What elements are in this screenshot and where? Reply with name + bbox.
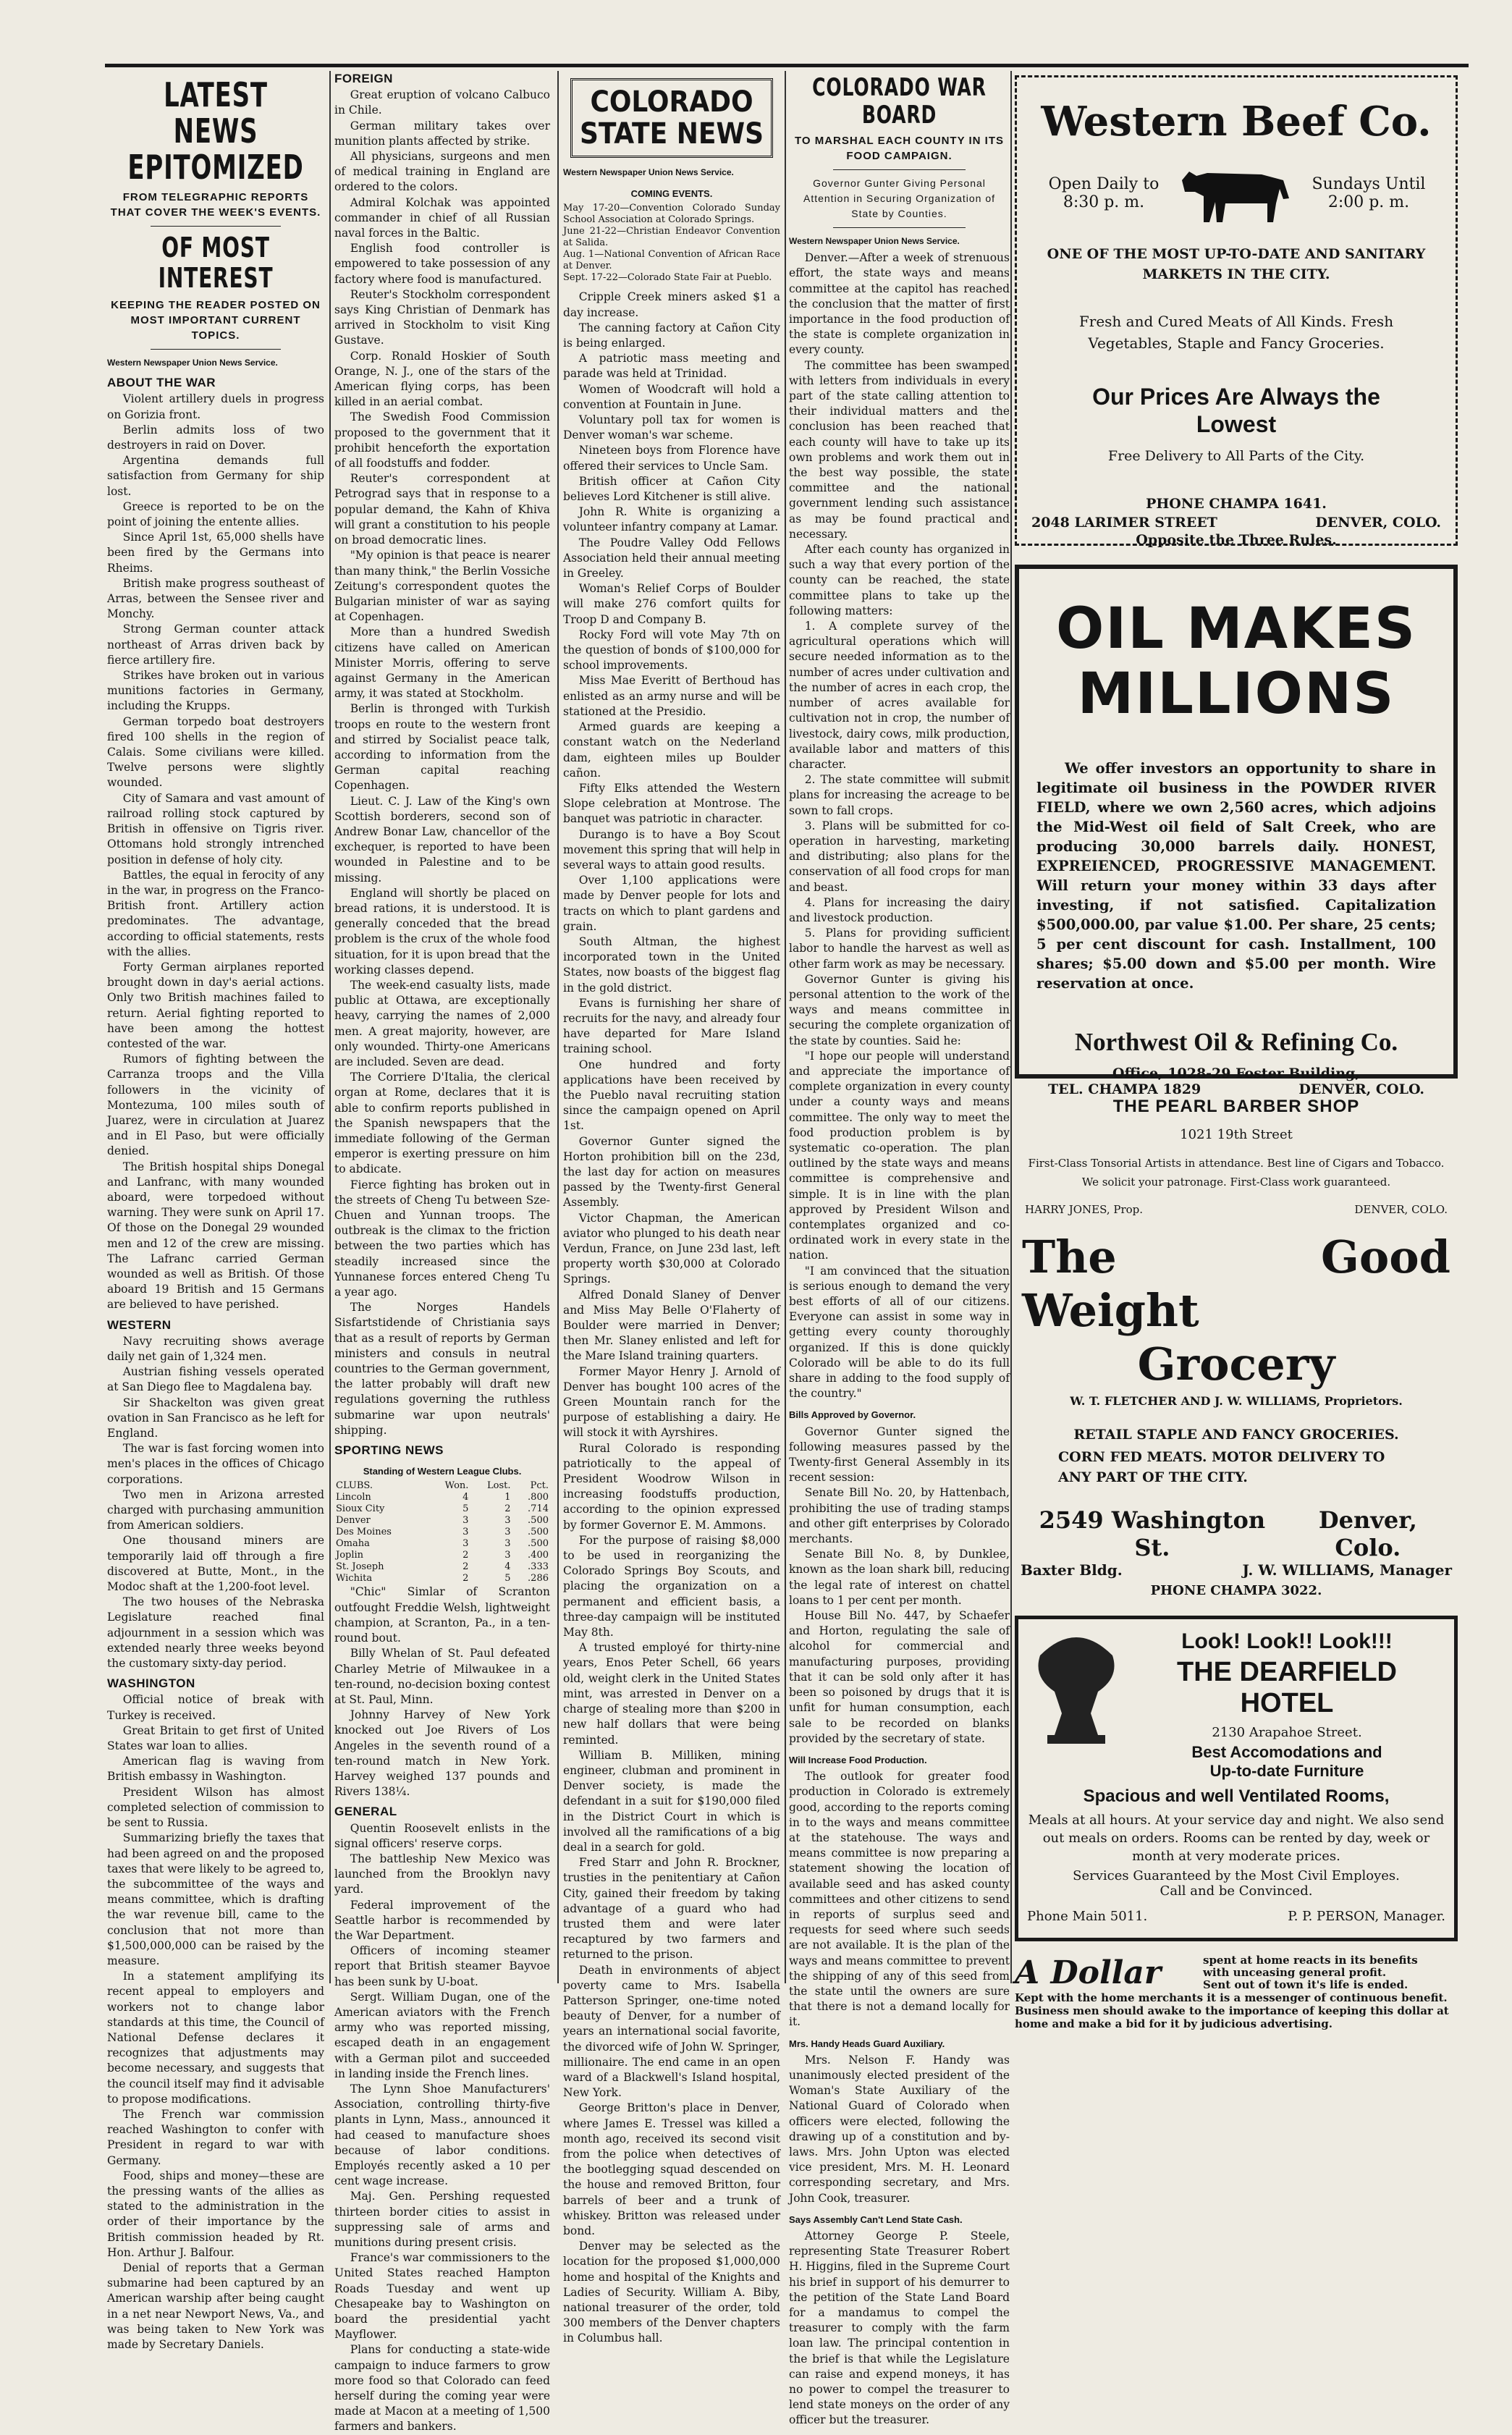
dollar-line: spent at home reacts in its benefits	[1203, 1954, 1418, 1967]
paragraph: Lieut. C. J. Law of the King's own Scottish borderers, second son of Andrew Bonar Law, chancellor of the exchequer, is reported to have been wounded in Palestine and to be missing.	[334, 794, 550, 885]
paragraph: Aug. 1—National Convention of African Race at Denver.	[563, 249, 780, 272]
beef-prices: Our Prices Are Always the Lowest	[1092, 384, 1380, 437]
paragraph: The battleship New Mexico was launched from the Brooklyn navy yard.	[334, 1852, 550, 1896]
cow-icon	[1175, 159, 1298, 228]
table-cell: 5	[504, 1573, 511, 1584]
paragraph: Plans for conducting a state-wide campaign to induce farmers to grow more food so that Colorado can feed herself during the coming year were made at Macon at a meeting of 1,500 farmers and bankers.	[334, 2343, 550, 2434]
beef-opposite: Opposite the Three Rules.	[1136, 532, 1337, 548]
ad-western-beef	[1015, 75, 1458, 546]
paragraph: The Poudre Valley Odd Fellows Association held their annual meeting in Greeley.	[563, 536, 780, 581]
table-row	[334, 1538, 550, 1550]
dollar-body: Kept with the home merchants it is a messenger of continuous benefit. Business men should awake to the importance of keeping this dollar at home and make a bid for it by judicious advertising.	[1015, 1991, 1449, 2030]
subhead: KEEPING THE READER POSTED ON MOST IMPORTANT CURRENT TOPICS.	[111, 299, 321, 342]
table-cell: Lincoln	[336, 1492, 371, 1503]
beef-address: 2048 LARIMER STREET	[1031, 515, 1217, 531]
paragraph: Official notice of break with Turkey is received.	[107, 1693, 324, 1722]
section-general: GENERAL	[334, 1805, 397, 1819]
grocery-address: 2549 Washington St.	[1039, 1506, 1266, 1561]
paragraph: A trusted employé for thirty-nine years, Enos Peter Schell, 66 years old, weight clerk in the United States mint, was arrested in Denver on a charge of stealing more than $200 in new half dollars that were being reminted.	[563, 1641, 780, 1747]
standing-title: Standing of Western League Clubs.	[363, 1466, 522, 1477]
paragraph: William B. Milliken, mining engineer, clubman and prominent in Denver society, is made the defendant in a suit for $190,000 filed in the District Court in which is involved all the ramifications of a big deal in a search for gold.	[563, 1748, 780, 1854]
beef-sunday-hours: Sundays Until 2:00 p. m.	[1312, 175, 1426, 211]
paragraph: Corp. Ronald Hoskier of South Orange, N. J., one of the stars of the American flying corps, has been killed in an aerial combat.	[334, 349, 550, 409]
beef-phone: PHONE CHAMPA 1641.	[1146, 496, 1327, 512]
grocery-manager: J. W. WILLIAMS, Manager	[1242, 1561, 1452, 1579]
table-row	[334, 1527, 550, 1538]
paragraph: Governor Gunter is giving his personal attention to the work of the ways and means committee in securing the complete organization of the state by counties. Said he:	[789, 972, 1010, 1047]
subhead: Governor Gunter Giving Personal Attention in Securing Organization of State by Counties.	[803, 177, 996, 219]
table-cell: 5	[463, 1503, 469, 1515]
table-row	[334, 1492, 550, 1503]
paragraph: One hundred and forty applications have been received by the Pueblo naval recruiting station since the campaign opened on April 1st.	[563, 1058, 780, 1133]
paragraph: The French war commission reached Washington to confer with President in regard to war with Germany.	[107, 2107, 324, 2167]
table-row	[334, 1515, 550, 1527]
paragraph: German military takes over munition plants affected by strike.	[334, 119, 550, 148]
paragraph: Summarizing briefly the taxes that had been agreed on and the proposed taxes that were likely to be agreed to, the subcommittee of the ways and means committee, which is drafting the war revenue bill, came to the conclusion that not more than $1,500,000,000 can be raised by the measure.	[107, 1831, 324, 1967]
paragraph: Reuter's correspondent at Petrograd says that in response to a popular demand, the Kahn of Khiva will grant a constitution to his people on broad democratic lines.	[334, 472, 550, 547]
paragraph: The outlook for greater food production in Colorado is extremely good, according to the reports coming in to the ways and means committee at the statehouse. The ways and means committee is now preparing a statement showing the location of available seed and has asked county committees and other citizens to send in reports of surplus seed and requests for seed where such seeds are not available. It is the plan of the ways and means committee to prevent the shipping of any of this seed from the state until the owners are sure that there is not a demand locally for it.	[789, 1770, 1010, 2029]
oil-body: We offer investors an opportunity to share in legitimate oil business in the POWDER RIVER FIELD, where we own 2,560 acres, which adjoins the Mid-West oil field of Salt Creek, who are producing 30,000 barrels daily. HONEST, EXPREIENCED, PROGRESSIVE MANAGEMENT. Will return your money within 33 days after investing, if not satisfied. Capitalization $500,000.00, par value $1.00. Per share, 25 cents; 5 per cent discount for cash. Installment, 100 shares; $5.00 down and $5.00 per month. Wire reservation at once.	[1036, 760, 1436, 992]
news-service: Western Newspaper Union News Service.	[789, 236, 960, 246]
table-cell: 2	[463, 1573, 469, 1584]
table-cell: 2	[504, 1503, 511, 1515]
section-washington: WASHINGTON	[107, 1676, 195, 1691]
paragraph: Victor Chapman, the American aviator who plunged to his death near Verdun, France, on June 23d last, left property worth $30,000 at Colorado Springs.	[563, 1211, 780, 1286]
table-cell: .800	[528, 1492, 549, 1503]
paragraph: Federal improvement of the Seattle harbor is recommended by the War Department.	[334, 1898, 550, 1942]
hotel-services: Services Guaranteed by the Most Civil Employes.	[1073, 1868, 1400, 1883]
paragraph: Armed guards are keeping a constant watch on the Nederland dam, eighteen miles up Boulder cañon.	[563, 720, 780, 780]
column-war-board	[789, 71, 1010, 2427]
headline-war-board: COLORADO WAR BOARD	[812, 73, 987, 130]
beef-tagline: ONE OF THE MOST UP-TO-DATE AND SANITARY MARKETS IN THE CITY.	[1047, 246, 1426, 282]
grocery-proprietors: W. T. FLETCHER AND J. W. WILLIAMS, Proprietors.	[1070, 1394, 1403, 1408]
table-cell: .500	[528, 1527, 549, 1538]
paragraph: John R. White is organizing a volunteer infantry company at Lamar.	[563, 505, 780, 534]
paragraph: Senate Bill No. 8, by Dunklee, known as the loan shark bill, reducing the legal rate of interest on chattel loans to 1 per cent per month.	[789, 1548, 1010, 1607]
paragraph: Fred Starr and John R. Brockner, trusties in the penitentiary at Cañon City, gained their freedom by taking advantage of a guard who had trusted them and were later recaptured by two farmers and returned to the prison.	[563, 1856, 780, 1962]
table-cell: .333	[528, 1561, 549, 1573]
col-header: CLUBS.	[336, 1480, 373, 1492]
paragraph: The week-end casualty lists, made public at Ottawa, are exceptionally heavy, carrying the names of 2,000 men. A great majority, however, are only wounded. Thirty-one Americans are included. Seven are dead.	[334, 978, 550, 1068]
paragraph: Admiral Kolchak was appointed commander in chief of all Russian naval forces in the Baltic.	[334, 195, 550, 240]
column-rule	[1010, 71, 1012, 1983]
paragraph: 3. Plans will be submitted for co-operation in harvesting, marketing and distributing; also plans for the conservation of all food crops for man and beast.	[789, 819, 1010, 894]
paragraph: Evans is furnishing her share of recruits for the navy, and already four have departed for Mare Island training school.	[563, 996, 780, 1056]
paragraph: Denial of reports that a German submarine had been captured by an American warship after being caught in a net near Newport News, Va., and was being taken to New York was made by Secretary Daniels.	[107, 2261, 324, 2351]
dollar-line: with unceasing general profit.	[1203, 1966, 1387, 1979]
table-row	[334, 1503, 550, 1515]
paragraph: Billy Whelan of St. Paul defeated Charley Metrie of Milwaukee in a ten-round, no-decision boxing contest at St. Paul, Minn.	[334, 1647, 550, 1706]
column-colorado-state-news	[563, 71, 780, 2345]
paragraph: Greece is reported to be on the point of joining the entente allies.	[107, 499, 324, 529]
paragraph: Sir Shackelton was given great ovation in San Francisco as he left for England.	[107, 1396, 324, 1440]
beef-hours: Open Daily to 8:30 p. m.	[1048, 175, 1160, 211]
paragraph: The committee has been swamped with letters from individuals in every part of the state calling attention to their individual matters and the conclusion has been reached that each county will have to take up its own problems and work them out in the best way possible, the state committee and the national government lending such assistance as may be found practical and necessary.	[789, 358, 1010, 541]
paragraph: Durango is to have a Boy Scout movement this spring that will help in several ways to attain good results.	[563, 827, 780, 872]
paragraph: German torpedo boat destroyers fired 100 shells in the region of Calais. Some civilians were killed. Twelve persons were slightly wounded.	[107, 714, 324, 790]
paragraph: Two men in Arizona arrested charged with purchasing ammunition from American soldiers.	[107, 1487, 324, 1532]
paragraph: Berlin admits loss of two destroyers in raid on Dover.	[107, 423, 324, 452]
dollar-line: Sent out of town it's life is ended.	[1203, 1978, 1408, 1991]
table-cell: .500	[528, 1515, 549, 1527]
table-cell: Sioux City	[336, 1503, 385, 1515]
oil-headline: MILLIONS	[1077, 662, 1395, 727]
table-cell: Omaha	[336, 1538, 370, 1550]
table-row	[334, 1561, 550, 1573]
paragraph: Violent artillery duels in progress on Gorizia front.	[107, 392, 324, 421]
paragraph: American flag is waving from British embassy in Washington.	[107, 1755, 324, 1784]
paragraph: Battles, the equal in ferocity of any in the war, in progress on the Franco-British front. Artillery action predominates. The advantage, according to official statements, rests with the allies.	[107, 868, 324, 958]
oil-company: Northwest Oil & Refining Co.	[1074, 1028, 1398, 1056]
paragraph: Strikes have broken out in various munitions factories in Germany, including the Krupps.	[107, 669, 324, 713]
section-war: ABOUT THE WAR	[107, 376, 216, 390]
league-standings-table	[334, 1480, 550, 1584]
paragraph: All physicians, surgeons and men of medical training in England are ordered to the colors.	[334, 150, 550, 194]
oil-tel: TEL. CHAMPA 1829	[1048, 1081, 1201, 1097]
divider	[151, 349, 281, 350]
oil-office: Office, 1028-29 Foster Building,	[1112, 1065, 1360, 1081]
column-foreign	[334, 71, 550, 2434]
paragraph: Johnny Harvey of New York knocked out Joe Rivers of Los Angeles in the seventh round of a ten-round match in New York. Harvey weighed 137 pounds and Rivers 138¼.	[334, 1708, 550, 1799]
paragraph: Rural Colorado is responding patriotically to the appeal of President Woodrow Wilson in increasing foodstuffs production, according to the opinion expressed by former Governor E. M. Ammons.	[563, 1441, 780, 1532]
paragraph: Women of Woodcraft will hold a convention at Fountain in June.	[563, 382, 780, 411]
paragraph: Great Britain to get first of United States war loan to allies.	[107, 1723, 324, 1753]
paragraph: The canning factory at Cañon City is being enlarged.	[563, 321, 780, 350]
paragraph: England will shortly be placed on bread rations, it is understood. It is generally conceded that the bread problem is the crux of the whole food situation, for it is upon bread that the working classes depend.	[334, 886, 550, 976]
paragraph: June 21-22—Christian Endeavor Convention at Salida.	[563, 226, 780, 249]
paragraph: Governor Gunter signed the Horton prohibition bill on the 23d, the last day for action on measures passed by the Twenty-first General Assembly.	[563, 1134, 780, 1210]
paragraph: Argentina demands full satisfaction from Germany for ship lost.	[107, 454, 324, 498]
paragraph: Rumors of fighting between the Carranza troops and the Villa followers in the vicinity of Montezuma, 100 miles south of Juarez, were in circulation at Juarez and in El Paso, but were officially denied.	[107, 1052, 324, 1158]
column-latest-news	[107, 71, 324, 2351]
paragraph: The Lynn Shoe Manufacturers' Association, controlling thirty-five plants in Lynn, Mass., announced it had ceased to manufacture shoes because of labor conditions. Employés recently asked a 10 per cent wage increase.	[334, 2082, 550, 2188]
urn-icon	[1026, 1626, 1127, 1752]
hotel-call: Call and be Convinced.	[1160, 1883, 1313, 1899]
news-service: Western Newspaper Union News Service.	[563, 167, 734, 177]
grocery-building: Baxter Bldg.	[1021, 1561, 1123, 1579]
paragraph: "I am convinced that the situation is serious enough to demand the very best efforts of all of our citizens. Everyone can assist in some way in getting every county thoroughly organized. If this is done quickly Colorado will be able to do its full share in adding to the food supply of the country."	[789, 1264, 1010, 1401]
divider	[833, 169, 966, 170]
table-cell: 4	[463, 1492, 469, 1503]
subhead-cash: Says Assembly Can't Lend State Cash.	[789, 2214, 963, 2225]
col-header: Pct.	[530, 1480, 549, 1492]
table-cell: 3	[504, 1515, 511, 1527]
hotel-body: Meals at all hours. At your service day and night. We also send out meals on orders. Rooms can be rented by day, week or month at very moderate prices.	[1028, 1812, 1445, 1864]
paragraph: "Chic" Simlar of Scranton outfought Freddie Welsh, lightweight champion, at Scranton, Pa., in a ten-round bout.	[334, 1585, 550, 1645]
coming-events-head: COMING EVENTS.	[630, 188, 713, 200]
subhead-auxiliary: Mrs. Handy Heads Guard Auxiliary.	[789, 2038, 945, 2049]
paragraph: Nineteen boys from Florence have offered their services to Uncle Sam.	[563, 444, 780, 473]
barber-proprietor: HARRY JONES, Prop.	[1025, 1203, 1144, 1216]
table-cell: 3	[463, 1527, 469, 1538]
table-cell: St. Joseph	[336, 1561, 384, 1573]
news-service: Western Newspaper Union News Service.	[107, 358, 278, 368]
paragraph: Sergt. William Dugan, one of the American aviators with the French army who was reported missing, escaped death in an engagement with a German pilot and succeeded in landing inside the French lines.	[334, 1990, 550, 2080]
paragraph: Strong German counter attack northeast of Arras driven back by fierce artillery fire.	[107, 623, 324, 667]
paragraph: Officers of incoming steamer report that British steamer Bayvoe has been sunk by U-boat.	[334, 1944, 550, 1988]
paragraph: More than a hundred Swedish citizens have called on American Minister Morris, offering to serve against Germany in the American army, it was stated at Stockholm.	[334, 625, 550, 701]
paragraph: The Norges Handels Sisfartstidende of Christiania says that as a result of reports by German ministers and consuls in neutral countries to the German government, the latter probably will draft new regulations governing the ruthless submarine war upon neutrals' shipping.	[334, 1301, 550, 1437]
paragraph: A patriotic mass meeting and parade was held at Trinidad.	[563, 352, 780, 381]
paragraph: City of Samara and vast amount of railroad rolling stock captured by British in offensive on Tigris river. Ottomans hold strongly intrenched position in defense of holy city.	[107, 791, 324, 866]
table-cell: .714	[528, 1503, 549, 1515]
ad-dearfield-hotel	[1015, 1616, 1458, 1941]
paragraph: Maj. Gen. Pershing requested thirteen border cities to assist in suppressing sale of arms and munitions during present crisis.	[334, 2190, 550, 2250]
paragraph: Sept. 17-22—Colorado State Fair at Pueblo.	[563, 272, 772, 284]
divider	[833, 227, 966, 228]
paragraph: Fifty Elks attended the Western Slope celebration at Montrose. The banquet was patriotic in character.	[563, 781, 780, 826]
paragraph: Cripple Creek miners asked $1 a day increase.	[563, 290, 780, 319]
paragraph: House Bill No. 447, by Schaefer and Horton, regulating the sale of alcohol for commercial and manufacturing purposes, providing that it can be sold only after it has been so poisoned by drugs that it is unfit for human consumption, each sale to be recorded on blanks provided by the secretary of state.	[789, 1609, 1010, 1745]
paragraph: Reuter's Stockholm correspondent says King Christian of Denmark has arrived in Stockholm to visit King Gustave.	[334, 287, 550, 347]
paragraph: In a statement amplifying its recent appeal to employers and workers not to change labor standards at this time, the Council of National Defense declares it recognizes that adjustments may become necessary, and suggests that the council itself may find it advisable to propose modifications.	[107, 1970, 324, 2106]
paragraph: 4. Plans for increasing the dairy and livestock production.	[789, 895, 1010, 924]
barber-description: First-Class Tonsorial Artists in attendance. Best line of Cigars and Tobacco. We solicit your patronage. First-Class work guaranteed.	[1028, 1157, 1445, 1189]
paragraph: Austrian fishing vessels operated at San Diego flee to Magdalena bay.	[107, 1365, 324, 1394]
paragraph: After each county has organized in such a way that every portion of the county can be reached, the state committee plans to take up the following matters:	[789, 543, 1010, 617]
subhead-bills: Bills Approved by Governor.	[789, 1409, 916, 1421]
table-cell: .500	[528, 1538, 549, 1550]
table-cell: .400	[528, 1550, 549, 1561]
table-cell: Denver	[336, 1515, 371, 1527]
hotel-address: 2130 Arapahoe Street.	[1212, 1725, 1362, 1740]
headline-most-interest: OF MOST INTEREST	[158, 232, 274, 294]
paragraph: Berlin is thronged with Turkish troops en route to the western front and stirred by Socialist peace talk, according to information from the German capital reaching Copenhagen.	[334, 702, 550, 793]
hotel-manager: P. P. PERSON, Manager.	[1288, 1909, 1445, 1924]
barber-address: 1021 19th Street	[1180, 1127, 1293, 1142]
paragraph: The British hospital ships Donegal and Lanfranc, with many wounded aboard, were torpedoed without warning. They were sunk on April 17. Of those on the Donegal 29 wounded men and 12 of the crew are missing. The Lafranc carried German wounded as well as British. Of those aboard 19 British and 15 Germans are believed to have perished.	[107, 1160, 324, 1312]
colorado-state-news-box	[570, 78, 773, 158]
paragraph: The two houses of the Nebraska Legislature reached final adjournment in a session which was extended nearly three weeks beyond the customary sixty-day period.	[107, 1595, 324, 1671]
paragraph: May 17-20—Convention Colorado Sunday School Association at Colorado Springs.	[563, 203, 780, 226]
table-cell: Des Moines	[336, 1527, 392, 1538]
paragraph: Death in environments of abject poverty came to Mrs. Isabella Patterson Springer, one-time noted beauty of Denver, for a number of years an international social favorite, the divorced wife of John W. Springer, millionaire. The end came in an open ward of a Blackwell's Island hospital, New York.	[563, 1963, 780, 2100]
table-cell: 3	[504, 1550, 511, 1561]
table-cell: 2	[463, 1561, 469, 1573]
col-header: Won.	[444, 1480, 469, 1492]
hotel-phone: Phone Main 5011.	[1027, 1909, 1148, 1924]
paragraph: "My opinion is that peace is nearer than many think," the Berlin Vossiche Zeitung's correspondent quotes the Bulgarian minister of war as saying at Copenhagen.	[334, 549, 550, 624]
table-cell: 3	[504, 1538, 511, 1550]
headline-latest-news: LATEST NEWS EPITOMIZED	[127, 75, 304, 187]
paragraph: Denver may be selected as the location for the proposed $1,000,000 home and hospital of the Knights and Ladies of Security. William A. Biby, national treasurer of the order, told 300 members of the Denver chapters in Columbus hall.	[563, 2240, 780, 2345]
section-sporting: SPORTING NEWS	[334, 1443, 444, 1458]
paragraph: Governor Gunter signed the following measures passed by the Twenty-first General Assembly in its recent session:	[789, 1425, 1010, 1485]
section-western: WESTERN	[107, 1317, 172, 1332]
paragraph: Alfred Donald Slaney of Denver and Miss May Belle O'Flaherty of Boulder were married in Denver; then Mr. Slaney enlisted and left for the Mare Island training quarters.	[563, 1288, 780, 1363]
divider	[151, 226, 281, 227]
subhead: FROM TELEGRAPHIC REPORTS THAT COVER THE WEEK'S EVENTS.	[110, 191, 321, 219]
paragraph: Mrs. Nelson F. Handy was unanimously elected president of the Woman's State Auxiliary of the National Guard of Colorado when officers were elected, following the drawing up of a constitution and by-laws. Mrs. John Upton was elected vice president, Mrs. M. H. Leonard corresponding secretary, and Mrs. John Cook, treasurer.	[789, 2053, 1010, 2205]
paragraph: British officer at Cañon City believes Lord Kitchener is still alive.	[563, 474, 780, 504]
beef-city: DENVER, COLO.	[1315, 515, 1441, 531]
column-rule	[329, 71, 331, 1983]
section-foreign: FOREIGN	[334, 72, 393, 85]
paragraph: For the purpose of raising $8,000 to be used in reorganizing the Colorado Springs Boy Scouts, and placing the organization on a permanent and efficient basis, a three-day campaign will be instituted May 8th.	[563, 1533, 780, 1639]
ad-oil-makes-millions	[1015, 565, 1458, 1097]
paragraph: Quentin Roosevelt enlists in the signal officers' reserve corps.	[334, 1821, 550, 1850]
paragraph: The war is fast forcing women into men's places in the offices of Chicago corporations.	[107, 1442, 324, 1486]
paragraph: Woman's Relief Corps of Boulder will make 276 comfort quilts for Troop D and Company B.	[563, 582, 780, 626]
table-cell: Joplin	[336, 1550, 364, 1561]
grocery-title: The Good Weight	[1022, 1231, 1450, 1337]
paragraph: France's war commissioners to the United States reached Hampton Roads Tuesday and went up Chesapeake bay to Washington on board the presidential yacht Mayflower.	[334, 2251, 550, 2342]
paragraph: One thousand miners are temporarily laid off through a fire discovered at Butte, Mont., in the Modoc shaft at the 1,200-foot level.	[107, 1534, 324, 1594]
paragraph: Forty German airplanes reported brought down in day's aerial actions. Only two British machines failed to return. Aerial fighting reported to have been among the hottest contested of the war.	[107, 960, 324, 1050]
box-title: COLORADO	[590, 85, 753, 119]
table-cell: Wichita	[336, 1573, 373, 1584]
paragraph: Attorney George P. Steele, representing State Treasurer Robert H. Higgins, filed in the Supreme Court his brief in support of his demurrer to the petition of the State Land Board for a mandamus to compel the treasurer to comply with the farm loan law. The principal contention in the brief is that while the Legislature can raise and expend moneys, it has no power to compel the treasurer to lend state moneys on the order of any officer but the treasurer.	[789, 2229, 1010, 2427]
paragraph: President Wilson has almost completed selection of commission to be sent to Russia.	[107, 1785, 324, 1830]
hotel-line: Up-to-date Furniture	[1209, 1762, 1364, 1780]
top-rule	[105, 64, 1469, 67]
grocery-line: RETAIL STAPLE AND FANCY GROCERIES.	[1073, 1427, 1399, 1443]
paragraph: The Corriere D'Italia, the clerical organ at Rome, declares that it is able to confirm reports published in the Spanish newspapers that the immediate following of the German emperor is exerting pressure on him to abdicate.	[334, 1071, 550, 1176]
beef-title: Western Beef Co.	[1041, 98, 1432, 145]
paragraph: Voluntary poll tax for women is Denver woman's war scheme.	[563, 413, 780, 442]
dollar-headline: A Dollar	[1015, 1954, 1162, 1991]
ad-pearl-barber-shop	[1015, 1089, 1458, 1227]
paragraph: Former Mayor Henry J. Arnold of Denver has bought 100 acres of the Green Mountain ranch for the purpose of establishing a dairy. He will stock it with Ayrshires.	[563, 1364, 780, 1440]
ad-good-weight-grocery	[1015, 1231, 1458, 1614]
barber-city: DENVER, COLO.	[1354, 1203, 1448, 1216]
table-cell: 2	[463, 1550, 469, 1561]
table-cell: .286	[528, 1573, 549, 1584]
beef-delivery: Free Delivery to All Parts of the City.	[1107, 448, 1365, 464]
paragraph: Great eruption of volcano Calbuco in Chile.	[334, 88, 550, 117]
grocery-phone: PHONE CHAMPA 3022.	[1150, 1583, 1322, 1598]
table-cell: 1	[504, 1492, 511, 1503]
column-rule	[557, 71, 559, 1983]
hotel-rooms: Spacious and well Ventilated Rooms,	[1083, 1786, 1390, 1806]
paragraph: British make progress southeast of Arras, between the Sensee river and Monchy.	[107, 576, 324, 621]
beef-products: Fresh and Cured Meats of All Kinds. Fresh Vegetables, Staple and Fancy Groceries.	[1078, 313, 1394, 352]
table-cell: 3	[504, 1527, 511, 1538]
table-row	[334, 1550, 550, 1561]
col-header: Lost.	[487, 1480, 511, 1492]
paragraph: Miss Mae Everitt of Berthoud has enlisted as an army nurse and will be stationed at the Presidio.	[563, 674, 780, 718]
hotel-name: THE DEARFIELD HOTEL	[1177, 1657, 1397, 1718]
paragraph: Rocky Ford will vote May 7th on the question of bonds of $100,000 for school improvements.	[563, 628, 780, 672]
paragraph: 1. A complete survey of the agricultural operations which will secure needed information as to the number of acres under cultivation and the number of acres in each crop, the number of acres available for cultivation not in crop, the number of livestock, dairy cows, milk production, available labor and matters of this character.	[789, 620, 1010, 771]
grocery-line: CORN FED MEATS. MOTOR DELIVERY TO ANY PART OF THE CITY.	[1058, 1449, 1385, 1485]
ad-a-dollar	[1015, 1954, 1458, 2030]
paragraph: English food controller is empowered to take possession of any factory where food is manufactured.	[334, 242, 550, 286]
paragraph: Food, ships and money—these are the pressing wants of the allies as stated to the administration in the order of their importance by the British commission headed by Rt. Hon. Arthur J. Balfour.	[107, 2169, 324, 2259]
hotel-look: Look! Look!! Look!!!	[1181, 1629, 1393, 1653]
grocery-title: Grocery	[1137, 1338, 1335, 1390]
hotel-line: Best Accomodations and	[1191, 1743, 1382, 1761]
paragraph: Fierce fighting has broken out in the streets of Cheng Tu between Sze-Chuen and Yunnan troops. The outbreak is the climax to the friction between the two parties which has steadily increased since the Yunnanese forces entered Cheng Tu a year ago.	[334, 1178, 550, 1299]
paragraph: Denver.—After a week of strenuous effort, the state ways and means committee at the capitol has reached the conclusion that the matter of first importance in the food production of the state is complete organization in every county.	[789, 251, 1010, 357]
paragraph: Senate Bill No. 20, by Hattenbach, prohibiting the use of trading stamps and other gift enterprises by Colorado merchants.	[789, 1486, 1010, 1546]
paragraph: 5. Plans for providing sufficient labor to handle the harvest as well as other farm work as may be necessary.	[789, 927, 1010, 971]
paragraph: Navy recruiting shows average daily net gain of 1,324 men.	[107, 1334, 324, 1363]
table-cell: 3	[463, 1515, 469, 1527]
paragraph: The Swedish Food Commission proposed to the government that it prohibit henceforth the exportation of all foodstuffs and fodder.	[334, 410, 550, 470]
box-title: STATE NEWS	[579, 117, 764, 151]
paragraph: Over 1,100 applications were made by Denver people for lots and tracts on which to plant gardens and grain.	[563, 874, 780, 933]
oil-headline: OIL MAKES	[1055, 596, 1417, 662]
grocery-city: Denver, Colo.	[1318, 1506, 1417, 1561]
paragraph: Since April 1st, 65,000 shells have been fired by the Germans into Rheims.	[107, 531, 324, 575]
subhead-food: Will Increase Food Production.	[789, 1754, 927, 1765]
column-rule	[785, 71, 786, 1983]
oil-city: DENVER, COLO.	[1298, 1081, 1424, 1097]
table-cell: 3	[463, 1538, 469, 1550]
table-row	[334, 1573, 550, 1584]
table-cell: 4	[504, 1561, 511, 1573]
barber-name: THE PEARL BARBER SHOP	[1112, 1097, 1360, 1116]
paragraph: George Britton's place in Denver, where James E. Tressel was killed a month ago, received its second visit from the police when detectives of the bootlegging squad descended on the house and removed Britton, four barrels of beer and a trunk of whiskey. Britton was released under bond.	[563, 2101, 780, 2237]
paragraph: 2. The state committee will submit plans for increasing the acreage to be sown to fall crops.	[789, 773, 1010, 817]
subhead: TO MARSHAL EACH COUNTY IN ITS FOOD CAMPAIGN.	[794, 135, 1005, 162]
paragraph: "I hope our people will understand and appreciate the importance of complete organization in every county under a county ways and means committee. The only way to meet the food production problem is by systematic co-operation. The plan outlined by the state ways and means committee is comprehensive and simple. It is in line with the plan approved by President Wilson and contemplates organized and co-ordinated work in every state in the nation.	[789, 1049, 1010, 1262]
paragraph: South Altman, the highest incorporated town in the United States, now boasts of the biggest flag in the gold district.	[563, 934, 780, 995]
